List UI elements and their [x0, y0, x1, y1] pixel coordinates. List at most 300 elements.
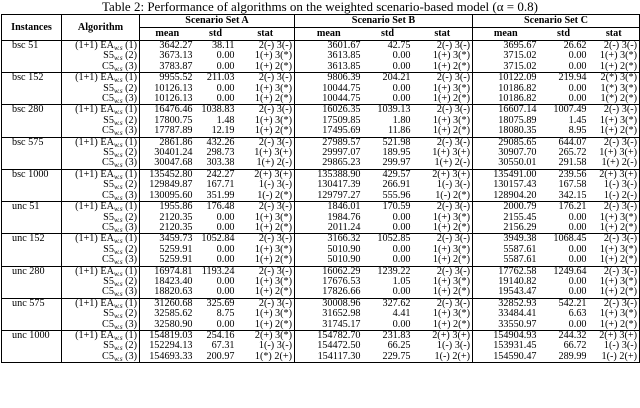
- std-value: 204.21: [382, 72, 411, 84]
- algorithm-subscript: w.s: [113, 161, 123, 170]
- mean-value: 27989.57: [322, 137, 361, 148]
- algorithm-index: (1): [122, 298, 137, 309]
- table-row: [2, 277, 640, 287]
- std-value: 303.38: [206, 158, 235, 169]
- algorithm-label: S5: [103, 83, 114, 94]
- table-row: [2, 298, 640, 309]
- algorithm-index: (1): [122, 233, 137, 245]
- instance-name: unc 51: [2, 202, 62, 234]
- algorithm-subscript: w.s: [113, 247, 123, 256]
- mean-value: 1955.86: [159, 201, 193, 213]
- algorithm-subscript: w.s: [113, 301, 123, 310]
- std-value: 0.00: [568, 319, 587, 330]
- instance-name: bsc 152: [2, 73, 62, 105]
- algorithm-name: [62, 180, 140, 190]
- table-row: [2, 213, 640, 223]
- algorithm-label: (1+1) EA: [75, 201, 114, 213]
- stat-value: 1(+) 2(*): [237, 255, 295, 266]
- stat-value: 2(-) 3(-): [413, 73, 473, 84]
- algorithm-subscript: w.s: [113, 118, 123, 127]
- std-value: 170.59: [382, 201, 411, 213]
- std-value: 299.97: [382, 158, 411, 169]
- algorithm-label: S5: [103, 341, 114, 352]
- std-value: 432.26: [206, 137, 235, 148]
- stat-value: 1(+) 2(*): [237, 223, 295, 234]
- mean-value: 5259.91: [159, 244, 193, 255]
- mean-value: 32852.93: [498, 298, 537, 309]
- std-value: 1068.45: [553, 233, 587, 245]
- mean-value: 30047.68: [154, 158, 193, 169]
- std-value: 0.00: [568, 94, 587, 105]
- std-value: 176.48: [206, 201, 235, 213]
- mean-value: 3673.13: [159, 51, 193, 62]
- stat-value: 1(*) 2(+): [237, 352, 295, 363]
- stat-value: 2(-) 3(-): [237, 234, 295, 245]
- std-value: 1038.83: [201, 104, 235, 116]
- stat-value: 2(-) 3(-): [413, 266, 473, 277]
- algorithm-name: [62, 330, 140, 341]
- stat-value: 1(+) 3(*): [413, 245, 473, 255]
- std-value: 8.75: [216, 309, 235, 320]
- std-value: 176.21: [558, 201, 587, 213]
- algorithm-name: [62, 94, 140, 105]
- algorithm-name: [62, 137, 140, 148]
- stat-value: 1(*) 2(*): [600, 94, 637, 105]
- algorithm-subscript: w.s: [113, 344, 123, 352]
- algorithm-name: [62, 116, 140, 126]
- std-value: 189.95: [382, 148, 411, 159]
- stat-value: 2(-) 3(-): [237, 73, 295, 84]
- std-value: 66.72: [563, 341, 587, 352]
- algorithm-index: (2): [122, 51, 137, 62]
- mean-value: 3695.67: [503, 40, 537, 51]
- table-row: [2, 126, 640, 137]
- algorithm-label: C5: [102, 222, 114, 233]
- table-row: [2, 116, 640, 126]
- mean-value: 31652.98: [322, 309, 361, 320]
- stat-value: 1(+) 2(*): [237, 320, 295, 331]
- std-value: 254.16: [206, 330, 235, 341]
- mean-value: 128904.20: [493, 190, 537, 201]
- table-row: [2, 287, 640, 298]
- algorithm-name: [62, 158, 140, 169]
- std-value: 242.27: [206, 169, 235, 180]
- mean-value: 19543.47: [498, 287, 537, 298]
- mean-value: 154782.70: [317, 330, 361, 341]
- stat-value: 2(-) 3(-): [413, 202, 473, 213]
- mean-value: 16974.81: [154, 266, 193, 277]
- std-value: 211.03: [206, 72, 235, 84]
- std-value: 1039.13: [377, 104, 411, 116]
- stat-value: 1(+) 3(*): [237, 213, 295, 223]
- stat-value: 1(+) 2(-): [601, 158, 637, 169]
- instance-name: bsc 575: [2, 137, 62, 169]
- algorithm-name: [62, 62, 140, 73]
- std-value: 1.05: [392, 276, 411, 287]
- mean-value: 19140.82: [498, 276, 537, 287]
- table-row: [2, 223, 640, 234]
- algorithm-name: [62, 169, 140, 180]
- mean-value: 5010.90: [327, 244, 361, 255]
- algorithm-subscript: w.s: [113, 97, 123, 105]
- algorithm-name: [62, 191, 140, 202]
- algorithm-name: [62, 320, 140, 331]
- stat-value: 2(-) 3(-): [603, 233, 637, 245]
- algorithm-name: [62, 287, 140, 298]
- header-mean: mean: [140, 28, 195, 41]
- algorithm-subscript: w.s: [113, 215, 123, 223]
- stat-value: 1(+) 2(*): [413, 94, 473, 105]
- stat-value: 1(+) 3(*): [237, 116, 295, 126]
- std-value: 0.00: [216, 212, 235, 223]
- table-row: [2, 266, 640, 277]
- instance-name: bsc 51: [2, 41, 62, 73]
- mean-value: 10122.09: [498, 72, 537, 84]
- table-row: [2, 180, 640, 190]
- table-row: [2, 41, 640, 52]
- algorithm-subscript: w.s: [113, 54, 123, 62]
- std-value: 12.19: [211, 126, 235, 137]
- std-value: 1052.85: [377, 233, 411, 245]
- algorithm-label: C5: [102, 190, 114, 201]
- std-value: 200.97: [206, 351, 235, 362]
- stat-value: 1(+) 2(*): [599, 222, 637, 233]
- mean-value: 154472.50: [317, 341, 361, 352]
- std-value: 0.00: [568, 287, 587, 298]
- algorithm-name: [62, 234, 140, 245]
- algorithm-subscript: w.s: [113, 279, 123, 288]
- std-value: 1.45: [568, 115, 587, 126]
- stat-value: 1(+) 2(*): [599, 255, 637, 266]
- std-value: 67.31: [211, 341, 235, 352]
- stat-value: 1(*) 3(*): [600, 83, 637, 94]
- algorithm-index: (1): [122, 137, 137, 148]
- algorithm-name: [62, 105, 140, 116]
- header-scenario-c: Scenario Set C: [524, 15, 588, 26]
- mean-value: 2120.35: [159, 222, 193, 233]
- mean-value: 153931.45: [493, 341, 537, 352]
- algorithm-label: C5: [102, 94, 114, 105]
- stat-value: 1(-) 2(+): [413, 352, 473, 363]
- std-value: 26.62: [563, 40, 587, 51]
- mean-value: 32580.90: [154, 319, 193, 330]
- std-value: 1007.49: [553, 104, 587, 116]
- mean-value: 16026.35: [322, 104, 361, 116]
- table-row: [2, 234, 640, 245]
- algorithm-subscript: w.s: [113, 64, 123, 73]
- std-value: 0.00: [392, 255, 411, 266]
- mean-value: 2000.79: [503, 201, 537, 213]
- algorithm-index: (2): [122, 180, 137, 191]
- stat-value: 1(+) 3(*): [413, 84, 473, 94]
- algorithm-label: (1+1) EA: [75, 169, 114, 180]
- std-value: 266.91: [382, 180, 411, 191]
- instance-name: unc 575: [2, 298, 62, 330]
- algorithm-name: [62, 51, 140, 61]
- mean-value: 16607.14: [498, 104, 537, 116]
- table-caption: Table 2: Performance of algorithms on the weighted scenario-based model (α = 0.8): [102, 0, 538, 14]
- mean-value: 130095.60: [149, 190, 193, 201]
- std-value: 0.00: [392, 212, 411, 223]
- mean-value: 2155.45: [503, 212, 537, 223]
- algorithm-index: (3): [122, 61, 137, 72]
- std-value: 0.00: [216, 51, 235, 62]
- mean-value: 10044.75: [322, 83, 361, 94]
- algorithm-index: (2): [122, 276, 137, 287]
- std-value: 11.86: [387, 126, 411, 137]
- mean-value: 17676.53: [322, 276, 361, 287]
- std-value: 0.00: [216, 83, 235, 94]
- table-row: [2, 202, 640, 213]
- algorithm-name: [62, 148, 140, 158]
- mean-value: 3715.02: [503, 61, 537, 72]
- mean-value: 29085.65: [498, 137, 537, 148]
- std-value: 219.94: [558, 72, 587, 84]
- header-scenario-b: Scenario Set B: [295, 15, 473, 28]
- mean-value: 2011.24: [327, 222, 361, 233]
- stat-value: 1(-) 2(*): [413, 191, 473, 202]
- stat-value: 2(+) 3(+): [599, 169, 637, 180]
- algorithm-label: S5: [103, 51, 114, 62]
- std-value: 66.25: [387, 341, 411, 352]
- mean-value: 2861.86: [159, 137, 193, 148]
- mean-value: 5587.61: [503, 255, 537, 266]
- mean-value: 9955.52: [159, 72, 193, 84]
- algorithm-name: [62, 245, 140, 255]
- mean-value: 10186.82: [498, 83, 537, 94]
- stat-value: 2(*) 3(*): [600, 72, 637, 84]
- mean-value: 16476.46: [154, 104, 193, 116]
- header-stat: stat: [237, 28, 295, 41]
- std-value: 1.80: [392, 115, 411, 126]
- algorithm-name: [62, 41, 140, 52]
- stat-value: 2(-) 3(-): [413, 41, 473, 52]
- algorithm-subscript: w.s: [113, 44, 123, 52]
- stat-value: 2(+) 3(+): [599, 330, 637, 341]
- algorithm-name: [62, 255, 140, 266]
- stat-value: 1(+) 2(*): [599, 61, 637, 72]
- header-stat: stat: [589, 28, 640, 41]
- stat-value: 1(+) 2(*): [413, 287, 473, 298]
- algorithm-index: (1): [122, 40, 137, 51]
- std-value: 0.00: [568, 244, 587, 255]
- header-algorithm: Algorithm: [62, 15, 140, 41]
- mean-value: 10126.13: [154, 83, 193, 94]
- algorithm-index: (3): [122, 222, 137, 233]
- algorithm-label: C5: [102, 255, 114, 266]
- algorithm-name: [62, 223, 140, 234]
- table-row: [2, 320, 640, 331]
- stat-value: 1(-) 2(*): [237, 191, 295, 202]
- mean-value: 18423.40: [154, 276, 193, 287]
- algorithm-subscript: w.s: [113, 129, 123, 138]
- algorithm-subscript: w.s: [113, 108, 123, 116]
- std-value: 0.00: [216, 319, 235, 330]
- std-value: 644.07: [558, 137, 587, 148]
- stat-value: 1(+) 2(*): [413, 223, 473, 234]
- algorithm-subscript: w.s: [113, 312, 123, 320]
- stat-value: 1(+) 3(+): [237, 148, 295, 158]
- stat-value: 1(-) 3(-): [237, 180, 295, 190]
- stat-value: 1(+) 2(*): [599, 287, 637, 298]
- std-value: 0.00: [216, 94, 235, 105]
- mean-value: 30550.01: [498, 158, 537, 169]
- stat-value: 2(-) 3(-): [603, 266, 637, 277]
- algorithm-label: S5: [103, 244, 114, 255]
- algorithm-index: (2): [122, 212, 137, 223]
- stat-value: 1(-) 2(+): [601, 351, 637, 362]
- algorithm-index: (1): [122, 169, 137, 180]
- std-value: 291.58: [558, 158, 587, 169]
- stat-value: 2(-) 3(-): [603, 137, 637, 148]
- table-row: [2, 84, 640, 94]
- std-value: 0.00: [568, 51, 587, 62]
- std-value: 0.00: [568, 83, 587, 94]
- algorithm-subscript: w.s: [113, 354, 123, 363]
- mean-value: 3715.02: [503, 51, 537, 62]
- header-mean: mean: [295, 28, 363, 41]
- algorithm-subscript: w.s: [113, 290, 123, 299]
- header-row-1: [2, 15, 640, 28]
- algorithm-name: [62, 352, 140, 363]
- stat-value: 2(-) 3(-): [413, 234, 473, 245]
- stat-value: 1(+) 2(*): [237, 62, 295, 73]
- stat-value: 1(+) 3(*): [413, 213, 473, 223]
- stat-value: 1(+) 3(*): [237, 84, 295, 94]
- table-row: [2, 62, 640, 73]
- stat-value: 1(+) 3(*): [599, 244, 637, 255]
- std-value: 0.00: [216, 222, 235, 233]
- mean-value: 3949.38: [503, 233, 537, 245]
- stat-value: 1(+) 3(*): [599, 51, 637, 62]
- std-value: 239.56: [558, 169, 587, 180]
- stat-value: 1(+) 3(*): [413, 277, 473, 287]
- algorithm-label: S5: [103, 148, 114, 159]
- algorithm-label: (1+1) EA: [75, 298, 114, 309]
- algorithm-label: C5: [102, 351, 114, 362]
- algorithm-subscript: w.s: [113, 205, 123, 213]
- mean-value: 29865.23: [322, 158, 361, 169]
- mean-value: 3166.32: [327, 233, 361, 245]
- stat-value: 1(+) 2(-): [237, 158, 295, 169]
- table-row: [2, 148, 640, 158]
- mean-value: 16062.29: [322, 266, 361, 277]
- header-instances: Instances: [2, 15, 62, 41]
- stat-value: 1(+) 2(*): [599, 126, 637, 137]
- algorithm-index: (3): [122, 190, 137, 201]
- mean-value: 130417.39: [317, 180, 361, 191]
- mean-value: 3783.87: [159, 61, 193, 72]
- algorithm-label: C5: [102, 158, 114, 169]
- mean-value: 154693.33: [149, 351, 193, 362]
- std-value: 0.00: [216, 276, 235, 287]
- table-row: [2, 352, 640, 363]
- stat-value: 2(-) 3(-): [603, 201, 637, 213]
- stat-value: 1(+) 3(*): [237, 245, 295, 255]
- algorithm-label: C5: [102, 61, 114, 72]
- stat-value: 1(+) 3(*): [599, 276, 637, 287]
- std-value: 429.57: [382, 169, 411, 180]
- algorithm-index: (3): [122, 351, 137, 362]
- algorithm-subscript: w.s: [113, 140, 123, 149]
- mean-value: 17826.66: [322, 287, 361, 298]
- algorithm-label: (1+1) EA: [75, 330, 114, 341]
- std-value: 1249.64: [553, 266, 587, 277]
- header-std: std: [539, 28, 589, 41]
- algorithm-label: S5: [103, 180, 114, 191]
- stat-value: 1(+) 3(*): [237, 277, 295, 287]
- mean-value: 18820.63: [154, 287, 193, 298]
- std-value: 42.75: [387, 40, 411, 51]
- algorithm-label: S5: [103, 309, 114, 320]
- algorithm-subscript: w.s: [113, 225, 123, 234]
- algorithm-index: (1): [122, 201, 137, 213]
- stat-value: 1(+) 3(*): [413, 116, 473, 126]
- instance-name: unc 280: [2, 266, 62, 298]
- mean-value: 10044.75: [322, 94, 361, 105]
- mean-value: 29997.07: [322, 148, 361, 159]
- algorithm-label: S5: [103, 115, 114, 126]
- stat-value: 1(-) 3(-): [413, 180, 473, 190]
- mean-value: 31260.68: [154, 298, 193, 309]
- algorithm-name: [62, 277, 140, 287]
- std-value: 231.83: [382, 330, 411, 341]
- table-body: [2, 41, 640, 363]
- stat-value: 1(+) 3(*): [413, 51, 473, 61]
- std-value: 229.75: [382, 351, 411, 362]
- algorithm-label: (1+1) EA: [75, 72, 114, 84]
- algorithm-index: (3): [122, 255, 137, 266]
- mean-value: 17495.69: [322, 126, 361, 137]
- mean-value: 18080.35: [498, 126, 537, 137]
- std-value: 521.98: [382, 137, 411, 148]
- algorithm-name: [62, 341, 140, 351]
- mean-value: 10126.13: [154, 94, 193, 105]
- algorithm-name: [62, 266, 140, 277]
- stat-value: 1(+) 2(-): [413, 158, 473, 169]
- std-value: 0.00: [392, 287, 411, 298]
- stat-value: 1(+) 3(*): [599, 115, 637, 126]
- std-value: 325.69: [206, 298, 235, 309]
- std-value: 555.96: [382, 190, 411, 201]
- table-row: [2, 245, 640, 255]
- results-table: [1, 14, 640, 363]
- mean-value: 30401.24: [154, 148, 193, 159]
- table-row: [2, 330, 640, 341]
- table-row: [2, 105, 640, 116]
- std-value: 1052.84: [201, 233, 235, 245]
- mean-value: 9806.39: [327, 72, 361, 84]
- mean-value: 135452.80: [149, 169, 193, 180]
- instance-name: unc 152: [2, 234, 62, 266]
- algorithm-index: (3): [122, 126, 137, 137]
- algorithm-index: (1): [122, 266, 137, 277]
- algorithm-index: (3): [122, 287, 137, 298]
- algorithm-label: C5: [102, 126, 114, 137]
- mean-value: 3642.27: [159, 40, 193, 51]
- stat-value: 2(-) 3(-): [237, 266, 295, 277]
- algorithm-name: [62, 202, 140, 213]
- std-value: 167.58: [558, 180, 587, 191]
- stat-value: 1(+) 2(*): [599, 319, 637, 330]
- stat-value: 1(+) 3(*): [599, 212, 637, 223]
- mean-value: 154819.03: [149, 330, 193, 341]
- stat-value: 2(-) 3(-): [413, 298, 473, 309]
- mean-value: 17787.89: [154, 126, 193, 137]
- mean-value: 3601.67: [327, 40, 361, 51]
- std-value: 289.99: [558, 351, 587, 362]
- mean-value: 10186.82: [498, 94, 537, 105]
